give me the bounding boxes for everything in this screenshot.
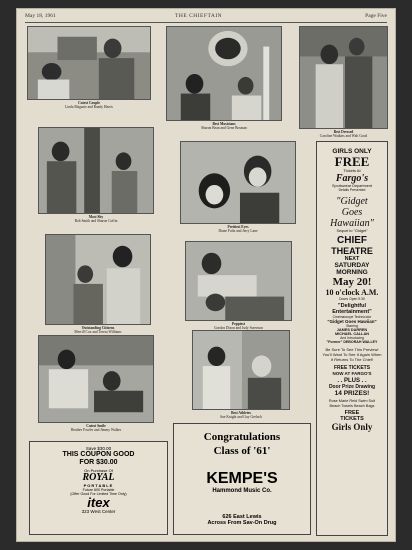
sb-be-sure: Be Sure To See This Preview! You'll Want To See It Again When It Returns To The Chief! <box>322 347 382 362</box>
ad-company: Hammond Music Co. <box>212 488 272 494</box>
caption-names: Linda Magazie and Randy Harris <box>65 105 113 110</box>
sb-free-tickets: FREE TICKETS <box>333 365 371 371</box>
caption-7 <box>38 424 154 433</box>
caption-0 <box>27 101 151 110</box>
photo-best-dressed <box>299 26 388 129</box>
sb-day: SATURDAY <box>334 262 370 269</box>
coupon-address: 323 West Center <box>81 509 116 514</box>
photo-best-athletes <box>192 330 290 410</box>
sb-morning: MORNING <box>336 269 368 276</box>
coupon-brand: ROYAL <box>82 472 115 483</box>
caption-title: Peppiest <box>232 322 245 326</box>
sb-prizes: 14 PRIZES! <box>334 390 370 397</box>
caption-3 <box>38 215 154 224</box>
caption-names: Bob Smith and Sharon Coffin <box>74 219 118 224</box>
sb-color: Cinemascope Technicolor <box>332 315 372 319</box>
sb-delightful-1: "Delightful <box>338 303 366 309</box>
coupon-model: Future 600 Portable <box>82 488 115 492</box>
coupon-store-logo: itex <box>87 495 110 510</box>
header-date: May 18, 1961 <box>25 13 56 19</box>
caption-title: Best Dressed <box>333 130 354 134</box>
coupon-offer: (Offer Good For Limited Time Only) <box>70 492 127 496</box>
coupon-on-purchase: On Purchase Of <box>84 468 113 473</box>
ad-congrats: Congratulations <box>203 431 281 443</box>
photo-most-shy <box>38 127 154 214</box>
sb-actor-1: JAMES DARREN <box>336 328 368 332</box>
sb-introducing: And Introducing <box>340 336 364 340</box>
caption-5 <box>45 326 151 335</box>
sb-plus: . . PLUS . . <box>337 378 367 384</box>
sb-tickets2: TICKETS <box>340 416 364 423</box>
newspaper-page <box>16 8 396 542</box>
header-rule <box>25 22 387 23</box>
caption-names: Gordon Dixon and Judy Sorenson <box>214 326 263 331</box>
sb-date: May 20! <box>332 276 372 288</box>
sb-actress: "Former" DEBORAH WALLEY <box>326 340 378 344</box>
sb-actor-2: MICHAEL CALLAN <box>335 332 369 336</box>
ad-directions: Across From Sav-On Drug <box>207 520 277 526</box>
sb-time: 10 o'clock A.M. <box>325 288 379 297</box>
caption-title: Most Shy <box>88 215 104 219</box>
sb-girls-only: GIRLS ONLY <box>332 148 372 155</box>
chief-theatre-ad <box>316 141 388 536</box>
caption-title: Cutest Smile <box>86 424 106 428</box>
caption-names: Sharon Bean and Gene Bosman <box>201 126 247 131</box>
caption-title: Best Athletes <box>231 411 251 415</box>
ad-store: KEMPE'S <box>206 470 278 487</box>
caption-title: Best Musicians <box>212 122 236 126</box>
sb-next: NEXT <box>344 256 360 262</box>
sb-sequel: Sequel to "Gidget" <box>336 229 368 233</box>
kempes-ad <box>173 423 311 535</box>
sb-movie-1: "Gidget <box>336 196 368 207</box>
caption-names: Merrill Cox and Teresa Williams <box>74 330 122 335</box>
sb-details: Details Presented <box>338 188 366 192</box>
caption-names: Heather Fowler and Jimmy Walker <box>70 428 122 433</box>
sb-movie-2: Goes <box>341 207 363 218</box>
photo-cutest-smile <box>38 335 154 423</box>
sb-delightful-2: Entertainment" <box>332 309 372 315</box>
photo-cutest-couple <box>27 26 151 100</box>
caption-title: Outstanding Citizens <box>81 326 115 330</box>
ad-class: Class of '61' <box>213 445 271 457</box>
caption-names: Diane Fultz and Jerry Lane <box>218 229 258 234</box>
caption-names: Caroline Watkins and Walt Good <box>319 134 368 139</box>
header-page: Page Five <box>365 13 387 19</box>
sb-movie-3: Hawaiian" <box>330 218 374 229</box>
sb-door-prize: Door Prize Drawing <box>328 384 376 390</box>
ad-address: 626 East Lewis <box>222 514 262 520</box>
sb-tickets-at: Tickets At <box>343 168 361 173</box>
sb-theatre-2: THEATRE <box>331 246 373 256</box>
header-title: THE CHIEFTAIN <box>175 13 223 19</box>
photo-best-musicians <box>166 26 282 121</box>
sb-theatre-1: CHIEF <box>337 235 367 246</box>
caption-2 <box>299 130 388 139</box>
caption-4 <box>180 225 296 234</box>
photo-outstanding-citizens <box>45 234 151 325</box>
photo-peppiest <box>185 241 292 321</box>
sb-now-at: NOW AT FARGO'S <box>332 371 372 376</box>
sb-doors: Doors Open 9:30 <box>339 297 365 301</box>
caption-title: Cutest Couple <box>78 101 100 105</box>
coupon-ad <box>29 441 168 535</box>
sb-title-line: "Gidget Goes Hawiian" <box>327 319 377 324</box>
caption-1 <box>166 122 282 131</box>
caption-title: Prettiest Eyes <box>227 225 249 229</box>
sb-prize-desc: Rose Marie Reid Swim Suit Beach Towels Beach Bags <box>328 399 376 408</box>
sb-girls-only2: Girls Only <box>331 422 373 433</box>
photo-prettiest-eyes <box>180 141 296 224</box>
caption-8 <box>192 411 290 420</box>
coupon-save: Save $30.00 <box>85 446 112 451</box>
sb-store: Fargo's <box>335 173 369 184</box>
coupon-brand-sub: PORTABLE <box>83 483 114 488</box>
sb-dept: Sportswear Department <box>331 184 373 188</box>
sb-starring: Starring <box>346 324 358 328</box>
coupon-amount: FOR $30.00 <box>79 459 118 466</box>
sb-free: FREE <box>334 154 370 169</box>
caption-names: Sue Knight and Guy Gerlach <box>220 415 262 420</box>
sb-free2: FREE <box>344 410 360 417</box>
coupon-headline: THIS COUPON GOOD <box>62 451 135 458</box>
